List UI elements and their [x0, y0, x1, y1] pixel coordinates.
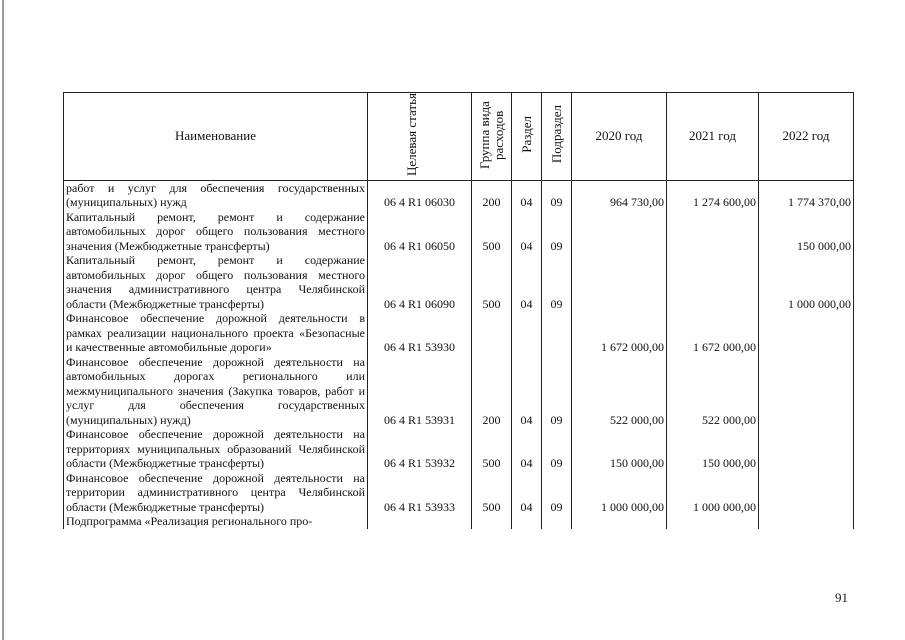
row-name: Финансовое обеспечение дорожной деятельности в рамках реализации национального проекта «Безопасные и качественные автомобильные дороги» [64, 311, 368, 355]
row-section: 04 [512, 180, 542, 210]
row-target-code: 06 4 R1 06050 [368, 210, 472, 254]
row-name: Финансовое обеспечение дорожной деятельности на автомобильных дорогах регионального или межмуниципального значения (Закупка товаров, работ и услуг для обеспечения государственных (муниципальных) нужд) [64, 355, 368, 428]
row-subsection: 09 [542, 210, 572, 254]
row-subsection [542, 311, 572, 355]
row-section: 04 [512, 471, 542, 515]
table-row [64, 427, 854, 471]
header-section [512, 93, 542, 181]
row-subsection [542, 514, 572, 529]
row-amount-2022 [759, 514, 854, 529]
row-expense-group: 500 [472, 471, 512, 515]
row-amount-2022 [759, 311, 854, 355]
row-amount-2020: 964 730,00 [572, 180, 667, 210]
row-amount-2021 [667, 210, 759, 254]
row-amount-2022: 1 000 000,00 [759, 253, 854, 311]
row-amount-2020 [572, 210, 667, 254]
row-target-code: 06 4 R1 53933 [368, 471, 472, 515]
table-header-row [64, 93, 854, 181]
row-amount-2020 [572, 253, 667, 311]
header-target-article [368, 93, 472, 181]
row-amount-2022 [759, 427, 854, 471]
row-subsection: 09 [542, 180, 572, 210]
row-expense-group: 500 [472, 210, 512, 254]
table-row [64, 253, 854, 311]
header-expense-group [472, 93, 512, 181]
row-target-code [368, 514, 472, 529]
row-subsection: 09 [542, 355, 572, 428]
page-number: 91 [835, 590, 848, 605]
header-target-article-label: Целевая статья [403, 93, 419, 177]
header-subsection [542, 93, 572, 181]
row-amount-2020: 1 000 000,00 [572, 471, 667, 515]
row-name: Финансовое обеспечение дорожной деятельности на территории административного центра Челябинской области (Межбюджетные трансферты) [64, 471, 368, 515]
table-row [64, 180, 854, 210]
row-target-code: 06 4 R1 53930 [368, 311, 472, 355]
row-amount-2021: 1 672 000,00 [667, 311, 759, 355]
header-expense-group-label: Группа вида расходов [476, 100, 506, 169]
row-name: работ и услуг для обеспечения государственных (муниципальных) нужд [64, 180, 368, 210]
row-amount-2021: 150 000,00 [667, 427, 759, 471]
table-row [64, 355, 854, 428]
row-name: Подпрограмма «Реализация регионального про- [64, 514, 368, 529]
row-section [512, 514, 542, 529]
row-section: 04 [512, 427, 542, 471]
row-amount-2022: 1 774 370,00 [759, 180, 854, 210]
row-amount-2022: 150 000,00 [759, 210, 854, 254]
row-expense-group [472, 311, 512, 355]
header-section-label: Раздел [518, 116, 534, 153]
header-subsection-label: Подраздел [548, 105, 564, 164]
row-subsection: 09 [542, 253, 572, 311]
row-target-code: 06 4 R1 06030 [368, 180, 472, 210]
budget-table [63, 92, 854, 529]
table-row [64, 471, 854, 515]
scan-edge-line [2, 0, 4, 640]
row-amount-2021: 1 274 600,00 [667, 180, 759, 210]
row-name: Капитальный ремонт, ремонт и содержание автомобильных дорог общего пользования местного значения (Межбюджетные трансферты) [64, 210, 368, 254]
row-expense-group: 500 [472, 427, 512, 471]
row-expense-group: 200 [472, 180, 512, 210]
row-amount-2020: 1 672 000,00 [572, 311, 667, 355]
row-target-code: 06 4 R1 06090 [368, 253, 472, 311]
row-section [512, 311, 542, 355]
row-subsection: 09 [542, 471, 572, 515]
row-amount-2022 [759, 355, 854, 428]
header-name: Наименование [64, 93, 368, 181]
header-2020: 2020 год [572, 93, 667, 181]
row-expense-group: 500 [472, 253, 512, 311]
header-2022: 2022 год [759, 93, 854, 181]
row-name: Капитальный ремонт, ремонт и содержание автомобильных дорог общего пользования местного значения административного центра Челябинской области (Межбюджетные трансферты) [64, 253, 368, 311]
row-amount-2020: 150 000,00 [572, 427, 667, 471]
row-amount-2021: 522 000,00 [667, 355, 759, 428]
row-amount-2020 [572, 514, 667, 529]
row-section: 04 [512, 355, 542, 428]
row-subsection: 09 [542, 427, 572, 471]
row-amount-2021 [667, 514, 759, 529]
row-section: 04 [512, 210, 542, 254]
row-name: Финансовое обеспечение дорожной деятельности на территориях муниципальных образований Челябинской области (Межбюджетные трансферты) [64, 427, 368, 471]
table-row [64, 210, 854, 254]
row-target-code: 06 4 R1 53931 [368, 355, 472, 428]
row-amount-2020: 522 000,00 [572, 355, 667, 428]
header-2021: 2021 год [667, 93, 759, 181]
row-expense-group: 200 [472, 355, 512, 428]
table-row [64, 514, 854, 529]
row-amount-2021 [667, 253, 759, 311]
row-target-code: 06 4 R1 53932 [368, 427, 472, 471]
row-amount-2022 [759, 471, 854, 515]
row-amount-2021: 1 000 000,00 [667, 471, 759, 515]
row-section: 04 [512, 253, 542, 311]
table-row [64, 311, 854, 355]
row-expense-group [472, 514, 512, 529]
